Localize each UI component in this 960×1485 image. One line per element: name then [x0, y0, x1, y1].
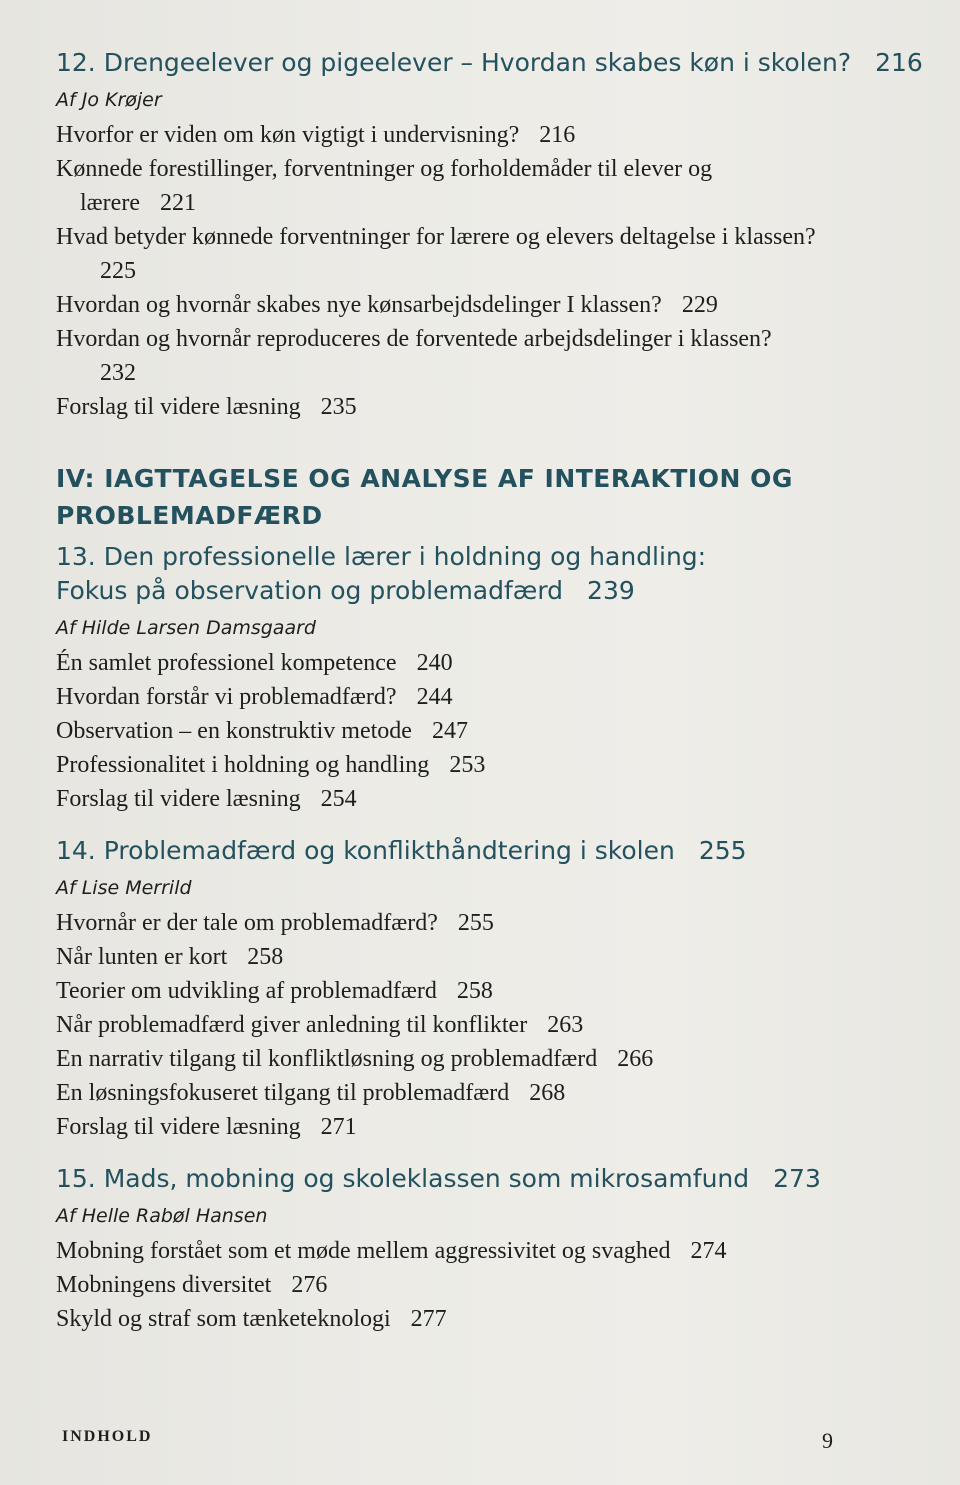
entry-text: Professionalitet i holdning og handling	[56, 752, 430, 778]
entry-page-number: 253	[449, 752, 486, 778]
entry-text: Skyld og straf som tænketeknologi	[56, 1306, 391, 1332]
chapter-15	[56, 1162, 916, 1336]
toc-entry	[56, 680, 820, 714]
entry-page-number: 240	[416, 650, 453, 676]
entry-page-number: 247	[431, 718, 468, 744]
chapter-title	[56, 834, 916, 868]
chapter-14	[56, 834, 916, 1144]
entry-page-number: 266	[617, 1046, 654, 1072]
entry-page-number: 229	[681, 292, 718, 318]
chapter-title	[56, 46, 923, 80]
toc-entry	[56, 1042, 820, 1076]
entry-text: Observation – en konstruktiv metode	[56, 718, 412, 744]
entry-text: Kønnede forestillinger, forventninger og forholdemåder til elever og lærere	[56, 156, 713, 216]
entry-text: Forslag til videre læsning	[56, 786, 301, 812]
toc-entry	[56, 748, 820, 782]
chapter-title	[56, 1162, 916, 1196]
entry-page-number: 221	[159, 190, 196, 216]
chapter-page-number: 273	[773, 1164, 821, 1193]
chapter-author: Af Lise Merrild	[56, 877, 192, 899]
entry-text: Når problemadfærd giver anledning til konflikter	[56, 1012, 528, 1038]
page-number: 9	[822, 1428, 833, 1453]
entry-page-number: 271	[320, 1114, 357, 1140]
entry-page-number: 216	[539, 122, 576, 148]
chapter-author: Af Hilde Larsen Damsgaard	[56, 617, 316, 639]
entry-page-number: 277	[410, 1306, 447, 1332]
entry-text: Når lunten er kort	[56, 944, 228, 970]
entry-page-number: 255	[457, 910, 494, 936]
chapter-page-number: 216	[875, 48, 923, 77]
toc-entry	[56, 1234, 820, 1268]
toc-entry	[56, 288, 820, 322]
chapter-title-text: 15. Mads, mobning og skoleklassen som mikrosamfund	[56, 1164, 750, 1193]
toc-entry	[56, 906, 820, 940]
chapter-title	[56, 540, 916, 574]
entry-text: Hvorfor er viden om køn vigtigt i undervisning?	[56, 122, 520, 148]
entry-page-number: 225	[100, 258, 136, 284]
toc-entry	[56, 118, 820, 152]
chapter-author: Af Jo Krøjer	[56, 89, 162, 111]
toc-entry	[56, 322, 820, 390]
chapter-title-line-1: 13. Den professionelle lærer i holdning og handling:	[56, 542, 707, 571]
entry-page-number: 258	[247, 944, 284, 970]
toc-entry	[56, 974, 820, 1008]
entry-text: Mobning forstået som et møde mellem aggressivitet og svaghed	[56, 1238, 671, 1264]
entry-text: Forslag til videre læsning	[56, 394, 301, 420]
entry-text: Forslag til videre læsning	[56, 1114, 301, 1140]
entry-text: En narrativ tilgang til konfliktløsning og problemadfærd	[56, 1046, 598, 1072]
entry-text: Én samlet professionel kompetence	[56, 650, 397, 676]
toc-entry	[56, 220, 820, 288]
toc-entry	[56, 714, 820, 748]
toc-entry	[56, 1076, 820, 1110]
entry-page-number: 244	[416, 684, 453, 710]
chapter-title-text: 14. Problemadfærd og konflikthåndtering i skolen	[56, 836, 675, 865]
toc-entry	[56, 390, 820, 424]
toc-entry	[56, 152, 820, 220]
entry-page-number: 263	[547, 1012, 584, 1038]
toc-entry	[56, 646, 820, 680]
entry-page-number: 232	[100, 360, 136, 386]
entry-text: Hvad betyder kønnede forventninger for lærere og elevers deltagelse i klassen?	[56, 224, 816, 250]
entry-text: Teorier om udvikling af problemadfærd	[56, 978, 437, 1004]
chapter-title	[56, 574, 916, 608]
chapter-title-line-2: Fokus på observation og problemadfærd	[56, 576, 564, 605]
chapter-page-number: 255	[698, 836, 747, 865]
toc-entry	[56, 782, 820, 816]
entry-text: Hvordan og hvornår reproduceres de forventede arbejdsdelinger i klassen?	[56, 326, 772, 352]
entry-page-number: 276	[291, 1272, 328, 1298]
toc-entry	[56, 1110, 820, 1144]
entry-text: Hvordan forstår vi problemadfærd?	[56, 684, 397, 710]
entry-text: Hvordan og hvornår skabes nye kønsarbejdsdelinger I klassen?	[56, 292, 662, 318]
toc-entry	[56, 1268, 820, 1302]
entry-page-number: 258	[456, 978, 493, 1004]
chapter-12	[56, 46, 923, 424]
entry-text: Hvornår er der tale om problemadfærd?	[56, 910, 438, 936]
chapter-title-text: 12. Drengeelever og pigeelever – Hvordan skabes køn i skolen?	[56, 48, 852, 77]
chapter-13	[56, 540, 916, 816]
chapter-page-number: 239	[587, 576, 635, 605]
table-of-contents	[56, 46, 923, 1336]
entry-page-number: 235	[320, 394, 357, 420]
toc-entry	[56, 1302, 820, 1336]
entry-page-number: 274	[690, 1238, 727, 1264]
entry-page-number: 254	[320, 786, 357, 812]
toc-entry	[56, 1008, 820, 1042]
section-heading: IV: IAGTTAGELSE OG ANALYSE AF INTERAKTION OG PROBLEMADFÆRD	[56, 464, 793, 530]
running-head: INDHOLD	[62, 1428, 153, 1445]
entry-page-number: 268	[529, 1080, 566, 1106]
chapter-author: Af Helle Rabøl Hansen	[56, 1205, 268, 1227]
entry-text: En løsningsfokuseret tilgang til problemadfærd	[56, 1080, 510, 1106]
entry-text: Mobningens diversitet	[56, 1272, 272, 1298]
toc-entry	[56, 940, 820, 974]
